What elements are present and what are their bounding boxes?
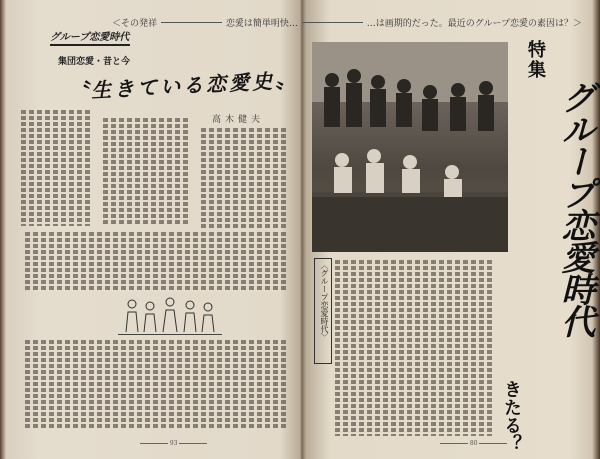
left-body-text-upper-right	[196, 128, 286, 228]
figures-drawing-icon	[118, 292, 222, 334]
feature-title-tail: きたる？	[501, 380, 522, 452]
article-title: 〝生きている恋愛史〟	[67, 67, 299, 104]
header-caption-left: ＜その発祥	[112, 18, 158, 29]
left-body-text-lower	[18, 340, 286, 430]
page-number-left: 93	[140, 440, 207, 447]
series-logo: グループ恋愛時代	[50, 28, 130, 46]
figures-illustration	[118, 292, 222, 335]
header-caption-mid: 恋愛は簡単明快…	[225, 18, 298, 29]
boxed-section-heading: 〈グループ恋愛時代〉	[314, 258, 332, 364]
group-photo	[312, 42, 508, 252]
left-body-text-middle	[18, 232, 286, 290]
page-number-right: 80	[440, 440, 507, 447]
feature-title: グループ恋愛時代	[555, 80, 595, 336]
group-people-photo-icon	[312, 42, 508, 252]
left-body-text-upper-left	[18, 110, 90, 226]
article-author: 高木健夫	[212, 115, 265, 125]
article-subtitle: 集団恋愛・昔と今	[58, 57, 131, 67]
feature-label: 特集	[525, 40, 546, 80]
header-caption-right: …は画期的だった。最近のグループ恋愛の素因は？＞	[366, 18, 583, 29]
left-body-text-upper-mid	[98, 118, 188, 226]
right-body-text	[334, 260, 492, 436]
